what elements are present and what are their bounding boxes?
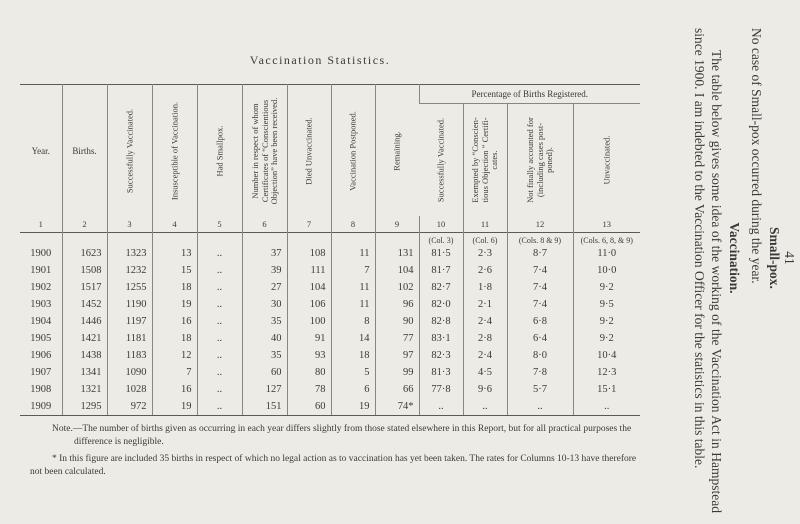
table-cell: 1323	[107, 245, 152, 262]
sub-label-cell	[375, 233, 419, 246]
header-pct-not-accounted	[507, 104, 573, 217]
table-cell: ..	[197, 245, 242, 262]
table-cell: 1190	[107, 296, 152, 313]
table-row	[20, 364, 640, 381]
table-row	[20, 245, 640, 262]
column-number: 12	[507, 216, 573, 233]
table-cell: 9·5	[573, 296, 640, 313]
table-cell: 77·8	[419, 381, 463, 398]
table-cell: 1905	[30, 333, 52, 344]
column-number: 5	[197, 216, 242, 233]
table-cell: ..	[197, 296, 242, 313]
table-cell: 102	[375, 279, 419, 296]
table-cell: 1907	[30, 367, 52, 378]
sub-label-cell	[107, 233, 152, 246]
header-had-smallpox	[197, 85, 242, 217]
header-births: Births.	[62, 85, 107, 217]
table-cell: 27	[242, 279, 287, 296]
sub-label-row	[20, 233, 640, 246]
header-pct-exempted	[463, 104, 507, 217]
table-cell: 7·4	[507, 279, 573, 296]
header-certificates	[242, 85, 287, 217]
table-cell: 16	[152, 313, 197, 330]
page-number: 41	[782, 251, 797, 265]
table-cell: 111	[287, 262, 331, 279]
table-cell: 60	[287, 398, 331, 416]
table-cell: 7·8	[507, 364, 573, 381]
table-cell: 8	[331, 313, 375, 330]
table-cell: 2·4	[463, 313, 507, 330]
header-percentage-group: Percentage of Births Registered.	[419, 85, 640, 104]
table-cell: 7	[331, 262, 375, 279]
table-cell: 1341	[62, 364, 107, 381]
table-cell: 82·0	[419, 296, 463, 313]
table-cell: 93	[287, 347, 331, 364]
table-cell: 19	[152, 296, 197, 313]
table-cell: 1901	[30, 265, 52, 276]
table-cell: 60	[242, 364, 287, 381]
table-cell: 10·0	[573, 262, 640, 279]
table-cell: 131	[375, 245, 419, 262]
table-cell: 6	[331, 381, 375, 398]
table-cell: 1255	[107, 279, 152, 296]
header-label: Had Smallpox.	[213, 125, 224, 176]
table-cell: 77	[375, 330, 419, 347]
table-cell: 1090	[107, 364, 152, 381]
table-cell: 40	[242, 330, 287, 347]
sub-label-cell	[62, 233, 107, 246]
table-cell: 100	[287, 313, 331, 330]
table-cell: 11·0	[573, 245, 640, 262]
table-cell: 1900	[30, 248, 52, 259]
table-cell: 7·4	[507, 262, 573, 279]
table-cell: 1508	[62, 262, 107, 279]
table-cell: 97	[375, 347, 419, 364]
table-row	[20, 296, 640, 313]
table-cell: 9·2	[573, 279, 640, 296]
table-cell: ..	[197, 347, 242, 364]
header-label: Not finally accounted for (including cases post- poned).	[524, 117, 554, 203]
table-cell: 2·8	[463, 330, 507, 347]
header-label: Died Unvaccinated.	[303, 116, 314, 185]
table-cell: 108	[287, 245, 331, 262]
smallpox-text: No case of Small-pox occurred during the year.	[749, 28, 764, 284]
table-cell: 18	[152, 279, 197, 296]
sub-label-cell: (Cols. 6, 8, & 9)	[573, 233, 640, 246]
sub-label-cell	[152, 233, 197, 246]
table-cell: 1321	[62, 381, 107, 398]
table-cell: 30	[242, 296, 287, 313]
table-cell: 8·7	[507, 245, 573, 262]
table-cell: 19	[331, 398, 375, 416]
table-cell: 7	[152, 364, 197, 381]
table-row	[20, 262, 640, 279]
smallpox-heading: Small-pox.	[767, 227, 782, 289]
header-pct-unvaccinated	[573, 104, 640, 217]
table-cell: 1·8	[463, 279, 507, 296]
table-row	[20, 313, 640, 330]
table-row	[20, 347, 640, 364]
table-cell: 80	[287, 364, 331, 381]
table-cell: 1183	[107, 347, 152, 364]
table-row	[20, 330, 640, 347]
column-number: 7	[287, 216, 331, 233]
table-cell: 11	[331, 279, 375, 296]
table-cell: 18	[331, 347, 375, 364]
table-cell: 82·7	[419, 279, 463, 296]
table-cell: 1904	[30, 316, 52, 327]
table-row	[20, 381, 640, 398]
table-cell: 1623	[62, 245, 107, 262]
table-cell: 1181	[107, 330, 152, 347]
column-number: 11	[463, 216, 507, 233]
table-cell: 9·2	[573, 313, 640, 330]
table-cell: 7·4	[507, 296, 573, 313]
table-cell: 35	[242, 313, 287, 330]
table-cell: 19	[152, 398, 197, 416]
table-cell: 1197	[107, 313, 152, 330]
table-notes	[30, 423, 637, 478]
header-label: Successfully Vaccinated.	[123, 108, 134, 193]
sub-label-cell: (Col. 3)	[419, 233, 463, 246]
note-asterisk: * In this figure are included 35 births in respect of which no legal action as to vaccination has yet been taken. The rates for Columns 10-13 have therefore not been calculated.	[30, 454, 637, 477]
table-cell: 12·3	[573, 364, 640, 381]
table-cell: 16	[152, 381, 197, 398]
sub-label-cell	[242, 233, 287, 246]
vaccination-heading: Vaccination.	[727, 222, 742, 294]
table-cell: 74*	[375, 398, 419, 416]
table-cell: ..	[419, 398, 463, 416]
table-cell: ..	[197, 279, 242, 296]
table-cell: 9·2	[573, 330, 640, 347]
header-label: Insusceptible of Vaccination.	[168, 101, 179, 200]
table-cell: ..	[197, 364, 242, 381]
table-cell: 6·4	[507, 330, 573, 347]
table-cell: 35	[242, 347, 287, 364]
table-cell: 127	[242, 381, 287, 398]
table-cell: 2·3	[463, 245, 507, 262]
column-number: 10	[419, 216, 463, 233]
column-number: 6	[242, 216, 287, 233]
table-cell: 6·8	[507, 313, 573, 330]
table-row	[20, 398, 640, 416]
table-cell: ..	[573, 398, 640, 416]
header-insusceptible	[152, 85, 197, 217]
sub-label-cell	[20, 233, 62, 246]
sub-label-cell	[287, 233, 331, 246]
vaccination-intro-paragraph: The table below gives some idea of the working of the Vaccination Act in Hampstead since 1900. I am indebted to the Vaccination Officer for the statistics in this table.	[692, 28, 724, 513]
table-cell: 1421	[62, 330, 107, 347]
column-number: 2	[62, 216, 107, 233]
sub-label-cell	[331, 233, 375, 246]
table-cell: 37	[242, 245, 287, 262]
header-label: Number in respect of whom Certificates of “Conscientious Objection” have been received.	[249, 97, 279, 204]
table-cell: 1438	[62, 347, 107, 364]
column-number-row	[20, 216, 640, 233]
table-cell: 10·4	[573, 347, 640, 364]
table-cell: 78	[287, 381, 331, 398]
table-cell: 1295	[62, 398, 107, 416]
table-cell: ..	[197, 398, 242, 416]
table-cell: 2·1	[463, 296, 507, 313]
table-cell: 99	[375, 364, 419, 381]
table-cell: 1902	[30, 282, 52, 293]
table-cell: 151	[242, 398, 287, 416]
column-number: 13	[573, 216, 640, 233]
table-cell: 91	[287, 330, 331, 347]
table-cell: 1908	[30, 384, 52, 395]
header-vaccination-postponed	[331, 85, 375, 217]
table-cell: 2·4	[463, 347, 507, 364]
table-cell: ..	[197, 330, 242, 347]
header-label: Exempted by “Conscien- tious Objection ” Certifi- cates.	[469, 117, 499, 203]
header-died-unvaccinated	[287, 85, 331, 217]
sub-label-cell: (Col. 6)	[463, 233, 507, 246]
table-cell: 5	[331, 364, 375, 381]
column-number: 4	[152, 216, 197, 233]
table-cell: ..	[463, 398, 507, 416]
table-cell: 972	[107, 398, 152, 416]
header-label: Vaccination Postponed.	[347, 110, 358, 191]
table-cell: 13	[152, 245, 197, 262]
table-cell: 15·1	[573, 381, 640, 398]
table-cell: 82·8	[419, 313, 463, 330]
table-cell: 1517	[62, 279, 107, 296]
rotated-text-block	[648, 8, 798, 513]
table-cell: 11	[331, 245, 375, 262]
note-births: Note.—The number of births given as occurring in each year differs slightly from those stated elsewhere in this Report, but for all practical purposes the difference is negligible.	[52, 424, 632, 447]
table-cell: 106	[287, 296, 331, 313]
header-year: Year.	[31, 145, 50, 156]
table-cell: ..	[197, 262, 242, 279]
table-cell: 12	[152, 347, 197, 364]
vaccination-statistics-table	[20, 84, 640, 416]
table-cell: 9·6	[463, 381, 507, 398]
table-cell: 90	[375, 313, 419, 330]
table-cell: ..	[507, 398, 573, 416]
table-cell: 5·7	[507, 381, 573, 398]
table-cell: 1906	[30, 350, 52, 361]
table-cell: 18	[152, 330, 197, 347]
table-row	[20, 279, 640, 296]
table-cell: 4·5	[463, 364, 507, 381]
header-successfully-vaccinated	[107, 85, 152, 217]
table-cell: ..	[197, 381, 242, 398]
sub-label-cell	[197, 233, 242, 246]
header-pct-successfully-vaccinated	[419, 104, 463, 217]
table-cell: 83·1	[419, 330, 463, 347]
column-number: 3	[107, 216, 152, 233]
table-cell: 1903	[30, 299, 52, 310]
table-title: Vaccination Statistics.	[249, 53, 391, 67]
table-cell: 1028	[107, 381, 152, 398]
table-cell: 81·5	[419, 245, 463, 262]
header-label: Successfully Vaccinated.	[435, 117, 445, 203]
table-cell: 81·7	[419, 262, 463, 279]
table-cell: 104	[287, 279, 331, 296]
column-number: 9	[375, 216, 419, 233]
column-number: 8	[331, 216, 375, 233]
table-cell: 82·3	[419, 347, 463, 364]
table-cell: 14	[331, 330, 375, 347]
table-cell: 81·3	[419, 364, 463, 381]
header-remaining	[375, 85, 419, 217]
table-cell: 1909	[20, 398, 62, 416]
table-cell: 39	[242, 262, 287, 279]
table-cell: 66	[375, 381, 419, 398]
header-label: Unvaccinated.	[601, 135, 612, 185]
table-cell: 1446	[62, 313, 107, 330]
table-cell: 8·0	[507, 347, 573, 364]
table-cell: 15	[152, 262, 197, 279]
table-cell: 104	[375, 262, 419, 279]
table-cell: ..	[197, 313, 242, 330]
table-cell: 2·6	[463, 262, 507, 279]
table-cell: 11	[331, 296, 375, 313]
table-cell: 96	[375, 296, 419, 313]
table-cell: 1452	[62, 296, 107, 313]
column-number: 1	[38, 219, 43, 229]
table-cell: 1232	[107, 262, 152, 279]
sub-label-cell: (Cols. 8 & 9)	[507, 233, 573, 246]
header-label: Remaining.	[391, 130, 402, 171]
